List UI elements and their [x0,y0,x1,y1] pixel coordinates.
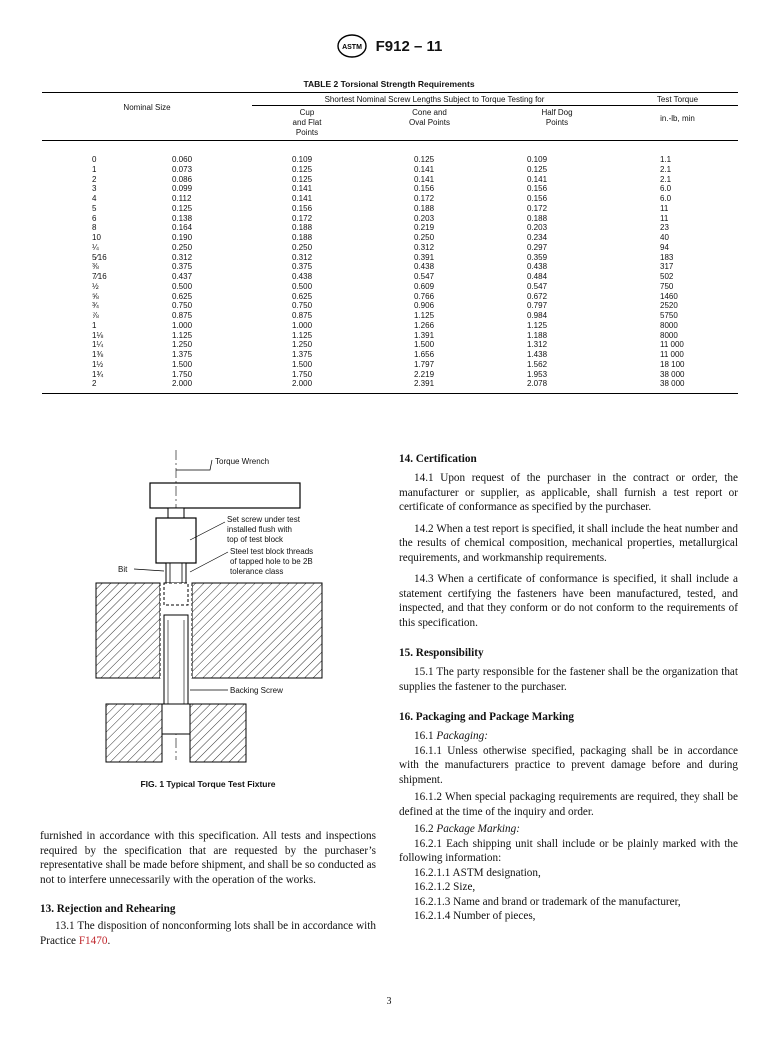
table-cell: 0.172 [292,213,313,223]
table-row [42,223,738,233]
table-cell: 0.766 [414,291,435,301]
table-row [42,301,738,311]
table-cell: ⅞ [92,311,99,320]
table-cell: 0.109 [292,155,313,164]
table-cell: 502 [660,272,674,281]
torque-fixture-diagram [40,450,376,770]
table-cell: 1½ [92,359,104,369]
table-cell: 94 [660,242,669,252]
table-row [42,350,738,360]
wrench-socket [156,518,196,563]
table-cell: 0.625 [172,291,193,301]
table-cell: 0.609 [414,281,435,291]
table-cell: 0.125 [414,155,435,164]
table-cell: 40 [660,233,669,242]
table-cell: 0.156 [527,184,548,194]
table-cell: 0.438 [292,272,313,281]
table-cell: 0.625 [292,291,313,301]
table-cell: 1.375 [172,350,193,359]
table-cell: 1.188 [527,330,548,340]
table-cell: 0.141 [414,174,435,184]
table-cell: 1.953 [527,369,548,379]
lower-block-right [190,704,246,762]
table-row [42,331,738,341]
section-14-heading: 14. Certification [399,453,477,465]
table-cell: 2.000 [172,379,193,389]
table-cell: 0.190 [172,233,193,242]
table-cell: 0.312 [172,252,193,262]
table-cell: 0.203 [414,213,435,223]
continued-paragraph: furnished in accordance with this specification. All tests and inspections required by the specification that are requested by the purchaser’s representative shall be made before shipment, and shall be so conducted as not to interfere unnecessarily with the operation of the works. [40,830,376,886]
table-cell: 0.109 [527,155,548,164]
label-set-screw-2: installed flush with [227,525,292,534]
table-row [42,233,738,243]
section-16-2-1-1: 16.2.1.1 ASTM designation, [414,866,541,879]
table-cell: 1⅛ [92,330,104,340]
table-cell: 1.500 [414,340,435,350]
table-cell: 0.125 [292,174,313,184]
table-cell: 0.875 [172,311,193,320]
table-cell: 0.141 [292,184,313,194]
table-cell: 6 [92,213,97,223]
table-cell: 8000 [660,320,678,330]
table-cell: 1.375 [292,350,313,359]
table-cell: 38 000 [660,369,685,379]
table-row [42,194,738,204]
table-cell: 2 [92,174,97,184]
right-column [399,453,738,924]
table-cell: 1.266 [414,320,435,330]
table-cell: 1.656 [414,350,435,359]
table-cell: 1⅜ [92,350,104,359]
table-cell: 1.125 [172,330,193,340]
table-cell: 0.141 [292,194,313,203]
table-cell: 2.000 [292,379,313,389]
label-bit: Bit [118,565,128,574]
table-cell: 1.391 [414,330,435,340]
page-header [0,34,778,58]
section-14-1: 14.1 Upon request of the purchaser in the contract or order, the manufacturer or supplier, as applicable, shall furnish a test report or certificate of conformance as specified by the purchaser. [399,472,738,513]
label-torque-wrench: Torque Wrench [215,457,270,466]
table-cell: 0.125 [292,164,313,174]
section-16-2-1-2: 16.2.1.2 Size, [414,881,476,893]
section-16-heading: 16. Packaging and Package Marking [399,711,574,723]
table-cell: 1.750 [172,369,193,379]
table-cell: 8000 [660,330,678,340]
table-cell: 1460 [660,291,678,301]
label-set-screw-3: top of test block [227,535,284,544]
table-cell: ¾ [92,301,99,311]
table-row [42,292,738,302]
table-row [42,165,738,175]
section-14-3: 14.3 When a certificate of conformance is specified, it shall include a statement certifying the fasteners have been manufactured, tested, and inspected, and that they conform or do not conform to the requirements of this specification. [399,573,738,629]
table-cell: 6.0 [660,194,672,203]
table-row [42,311,738,321]
col-cup-flat: Cup and Flat Points [252,106,362,141]
table-row [42,370,738,380]
table-cell: 0.312 [414,242,435,252]
table-cell: 0.073 [172,164,193,174]
table-cell: 1¾ [92,369,104,379]
table-cell: 0.391 [414,252,435,262]
table-cell: 2 [92,379,97,389]
table-row [42,243,738,253]
table-cell: 750 [660,281,674,291]
table-cell: 1.125 [292,330,313,340]
table-cell: 0.375 [292,262,313,272]
table-cell: 6.0 [660,184,672,194]
table-cell: 2.1 [660,174,672,184]
table-cell: 0.672 [527,291,548,301]
table-cell: 0.797 [527,301,548,311]
table-cell: 0.060 [172,155,193,164]
table-cell: 5 [92,203,97,213]
table-cell: 0.234 [527,233,548,242]
table-cell: 7⁄16 [92,272,107,281]
table-cell: 11 [660,213,669,223]
table-cell: 0.203 [527,223,548,233]
table-cell: 3 [92,184,97,194]
table-cell: 0.500 [172,281,193,291]
table-cell: 11 000 [660,350,684,359]
table-cell: 11 000 [660,340,684,350]
table-row [42,340,738,350]
table-cell: 0.359 [527,252,548,262]
table-cell: 0 [92,155,97,164]
table-row [42,155,738,165]
label-steel-1: Steel test block threads [230,547,314,556]
table-cell: 0.156 [414,184,435,194]
table-cell: 0.138 [172,213,193,223]
table-cell: 0.172 [527,203,548,213]
section-13-1: 13.1 The disposition of nonconforming lots shall be in accordance with Practice F1470. [40,920,376,947]
table-cell: 1.312 [527,340,548,350]
table-cell: 5⁄16 [92,252,107,262]
section-14-2: 14.2 When a test report is specified, it shall include the heat number and the results of chemical composition, mechanical properties, metallurgical requirements, and workmanship requirements. [399,522,738,564]
table-cell: 0.219 [414,223,435,233]
table-cell: 5750 [660,311,678,320]
table-row [42,184,738,194]
table-cell: 1.750 [292,369,313,379]
test-block-right [192,583,322,678]
col-cone-oval: Cone and Oval Points [362,106,497,141]
table-cell: 1.1 [660,155,672,164]
label-steel-2: of tapped hole to be 2B [230,557,313,566]
table-cell: 0.250 [172,242,193,252]
table-cell: 4 [92,194,97,203]
table-row [42,204,738,214]
designation: F912 – 11 [375,37,443,55]
table-cell: 1.000 [172,320,193,330]
table-cell: 0.484 [527,272,548,281]
table-cell: 1.250 [292,340,313,350]
table-cell: 0.188 [292,233,313,242]
table-row [42,379,738,389]
table-cell: 0.438 [414,262,435,272]
table-cell: 1.500 [172,359,193,369]
table-cell: 1.438 [527,350,548,359]
table-cell: 2.078 [527,379,548,389]
astm-logo-icon [336,34,368,58]
test-block-left [96,583,160,678]
table-cell: 0.750 [292,301,313,311]
table-cell: 0.437 [172,272,193,281]
table-cell: 1.500 [292,359,313,369]
label-set-screw-1: Set screw under test [227,515,300,524]
table-cell: 0.125 [527,164,548,174]
col-torque-unit: in.-lb, min [617,106,738,141]
table-cell: 0.250 [414,233,435,242]
section-16-2-1-4: 16.2.1.4 Number of pieces, [414,910,536,922]
section-16-1-1: 16.1.1 Unless otherwise specified, packaging shall be in accordance with the manufacturers practice to prevent damage before and during shipment. [399,744,738,786]
table-cell: 0.312 [292,252,313,262]
torsional-strength-table [42,92,738,394]
table-cell: 0.188 [414,203,435,213]
figure-caption: FIG. 1 Typical Torque Test Fixture [140,779,276,789]
table-cell: ⅜ [92,262,99,272]
table-row [42,262,738,272]
table-cell: 1 [92,320,97,330]
table-cell: 38 000 [660,379,685,389]
table-cell: 0.156 [292,203,313,213]
table-cell: 0.297 [527,242,548,252]
left-column [40,829,376,948]
label-backing-screw: Backing Screw [230,686,283,695]
col-nominal-size: Nominal Size [42,93,252,141]
table-cell: 0.164 [172,223,193,233]
table-cell: 0.984 [527,311,548,320]
page-number: 3 [386,996,392,1007]
table-cell: 0.141 [414,164,435,174]
table-row [42,321,738,331]
table-row [42,282,738,292]
wrench-arm [150,483,300,508]
table-cell: 0.875 [292,311,313,320]
table-cell: 1 [92,164,97,174]
table-cell: 2.1 [660,164,672,174]
table-cell: 1.562 [527,359,548,369]
table-cell: 10 [92,233,101,242]
table-cell: 0.375 [172,262,193,272]
col-test-torque: Test Torque [617,93,738,106]
table-cell: 18 100 [660,359,685,369]
table-cell: 0.750 [172,301,193,311]
section-15-1: 15.1 The party responsible for the fastener shall be the organization that supplies the fastener to the purchaser. [399,666,738,693]
col-half-dog: Half Dog Points [497,106,617,141]
svg-text:ASTM: ASTM [341,44,362,51]
table-cell: 1.797 [414,359,435,369]
table-cell: 0.188 [527,213,548,223]
section-16-1-2: 16.1.2 When special packaging requirements are required, they shall be defined at the time of the inquiry and order. [399,791,738,818]
table-cell: 0.547 [527,281,548,291]
section-16-1: 16.1 Packaging: [414,730,488,742]
section-16-2-1-3: 16.2.1.3 Name and brand or trademark of the manufacturer, [414,895,681,908]
table-cell: ¼ [92,242,99,252]
col-group-header: Shortest Nominal Screw Lengths Subject to Torque Testing for [252,93,617,106]
table-row [42,360,738,370]
table-cell: 0.112 [172,194,192,203]
table-cell: 0.156 [527,194,548,203]
section-13-heading: 13. Rejection and Rehearing [40,903,176,915]
table-cell: 2.391 [414,379,435,389]
table-cell: 2520 [660,301,678,311]
figure-1 [40,450,376,790]
lower-block-left [106,704,162,762]
table-cell: 1¼ [92,340,104,350]
table-cell: 1.125 [414,311,435,320]
table-cell: 0.172 [414,194,435,203]
table-cell: 0.500 [292,281,313,291]
table-cell: 0.188 [292,223,313,233]
section-16-2: 16.2 Package Marking: [414,823,520,835]
table-cell: 0.125 [172,203,193,213]
table-cell: 2.219 [414,369,435,379]
table-cell: 317 [660,262,674,272]
table-row [42,272,738,282]
table-row [42,214,738,224]
table-cell: ½ [92,281,99,291]
table-cell: 8 [92,223,97,233]
table-cell: 0.547 [414,272,435,281]
table-title: TABLE 2 Torsional Strength Requirements [303,79,475,89]
table-cell: 1.250 [172,340,193,350]
table-cell: ⅝ [92,291,99,301]
f1470-link[interactable]: F1470 [78,934,108,947]
table-cell: 1.125 [527,320,548,330]
table-cell: 0.438 [527,262,548,272]
section-15-heading: 15. Responsibility [399,647,484,659]
section-16-2-1: 16.2.1 Each shipping unit shall include or be plainly marked with the following information: [399,837,738,864]
table-cell: 0.906 [414,301,435,311]
table-row [42,253,738,263]
table-cell: 0.099 [172,184,193,194]
table-row [42,175,738,185]
table-cell: 1.000 [292,320,313,330]
table-cell: 183 [660,252,674,262]
table-cell: 11 [660,203,669,213]
table-cell: 23 [660,223,669,233]
table-cell: 0.250 [292,242,313,252]
label-steel-3: tolerance class [230,567,284,576]
table-cell: 0.086 [172,174,193,184]
table-cell: 0.141 [527,174,548,184]
